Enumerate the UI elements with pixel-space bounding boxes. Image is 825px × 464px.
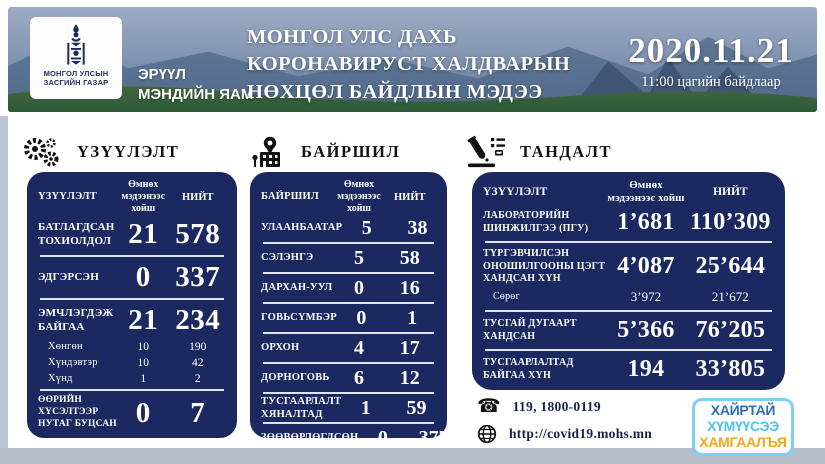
table-row	[38, 395, 226, 431]
row-total: 42	[192, 356, 204, 369]
divider	[40, 255, 224, 257]
divider	[485, 310, 772, 312]
row-delta: 0	[377, 426, 388, 449]
section-title-surveillance	[465, 134, 612, 170]
row-total: 1	[407, 306, 418, 329]
row-label: Хүндэвтэр	[48, 357, 98, 369]
row-delta: 0	[135, 396, 151, 429]
sub-row	[38, 372, 226, 385]
row-label: ЭМЧЛЭГДЭЖ БАЙГАА	[38, 306, 114, 333]
table-row	[261, 305, 436, 331]
table-row	[38, 261, 226, 294]
divider	[263, 332, 434, 334]
ministry-line2: МЭНДИЙН ЯАМ	[138, 86, 254, 104]
row-total: 2	[194, 372, 201, 385]
row-delta: 194	[627, 356, 665, 382]
table-row	[261, 215, 436, 241]
row-total: 190	[189, 340, 207, 353]
row-label: Хүнд	[48, 373, 73, 385]
row-delta: 0	[356, 306, 367, 329]
row-label: ЗӨӨВӨРЛӨГДСӨН	[261, 432, 359, 444]
table-row	[483, 317, 774, 344]
row-delta: 5	[361, 216, 372, 239]
row-label: ДАРХАН-УУЛ	[261, 282, 333, 294]
row-total: 578	[175, 218, 221, 250]
row-label: Сөрөг	[493, 291, 520, 303]
divider	[40, 298, 224, 300]
col-header-delta: Өмнөх мэдээнээс хойш	[121, 179, 166, 214]
campaign-badge	[692, 398, 794, 456]
divider	[263, 302, 434, 304]
report-date: 2020.11.21	[628, 31, 794, 70]
table-row	[483, 209, 774, 236]
row-delta: 1	[360, 396, 371, 419]
government-logo	[30, 17, 122, 99]
logo-caption-line2: ЗАСГИЙН ГАЗАР	[43, 78, 109, 88]
row-total: 17	[399, 336, 420, 359]
ministry-line1: ЭРҮҮЛ	[138, 66, 186, 83]
row-total: 337	[175, 261, 221, 293]
page-title-line3: НӨХЦӨЛ БАЙДЛЫН МЭДЭЭ	[247, 80, 543, 103]
left-accent-strip	[0, 116, 8, 448]
table-header	[261, 179, 436, 215]
web-contact	[477, 424, 652, 444]
badge-line1: ХАЙРТАЙ	[710, 402, 776, 419]
col-header-label: ҮЗҮҮЛЭЛТ	[483, 186, 548, 198]
logo-caption-line1: МОНГОЛ УЛСЫН	[43, 69, 109, 78]
table-row	[261, 395, 436, 421]
map-pin-building-icon	[248, 135, 288, 169]
globe-icon	[477, 424, 497, 444]
row-total: 110’309	[689, 209, 771, 236]
row-total: 59	[406, 396, 427, 419]
row-delta: 5’366	[617, 317, 675, 344]
row-label: ТУСГААРЛАЛТ ХЯНАЛТАД	[261, 395, 342, 420]
row-delta: 1	[140, 372, 147, 385]
row-label: УЛААНБААТАР	[261, 222, 343, 234]
row-total: 377	[418, 426, 449, 449]
table-row	[261, 245, 436, 271]
section-title-surveillance-label: ТАНДАЛТ	[520, 142, 613, 161]
row-label: ОРХОН	[261, 342, 300, 354]
row-delta: 4	[354, 336, 364, 359]
sub-row	[38, 356, 226, 369]
row-total: 234	[175, 304, 221, 336]
row-delta: 0	[135, 261, 151, 293]
table-row	[38, 218, 226, 251]
row-total: 21’672	[711, 289, 749, 305]
table-header	[38, 179, 226, 215]
table-row	[483, 248, 774, 286]
divider	[485, 349, 772, 351]
report-date-block	[606, 32, 816, 91]
divider	[263, 422, 434, 424]
row-delta: 6	[354, 366, 364, 389]
lab-test-icon	[465, 135, 507, 169]
page-title-line1: МОНГОЛ УЛС ДАХЬ	[247, 26, 457, 48]
divider	[40, 389, 224, 391]
badge-line3: ХАМГААЛЪЯ	[699, 433, 787, 450]
row-total: 76’205	[695, 317, 766, 344]
badge-line2: ХҮМҮҮСЭЭ	[707, 418, 779, 435]
header-banner	[8, 7, 817, 112]
col-header-total: НИЙТ	[182, 191, 214, 203]
col-header-total: НИЙТ	[393, 191, 426, 203]
logo-caption	[44, 69, 109, 88]
row-total: 16	[399, 276, 420, 299]
section-title-indicators	[20, 134, 179, 170]
table-row	[261, 365, 436, 391]
table-row	[261, 335, 436, 361]
table-header	[483, 179, 774, 205]
row-total: 7	[190, 396, 206, 429]
section-title-locations	[248, 134, 400, 170]
row-total: 33’805	[695, 356, 766, 382]
col-header-label: БАЙРШИЛ	[261, 191, 319, 203]
table-row	[261, 275, 436, 301]
divider	[263, 392, 434, 394]
row-label: ГОВЬСҮМБЭР	[261, 312, 337, 324]
section-title-indicators-label: ҮЗҮҮЛЭЛТ	[77, 142, 180, 161]
row-delta: 21	[128, 304, 159, 336]
row-delta: 1’681	[617, 209, 675, 236]
ministry-name	[138, 65, 253, 106]
row-label: ТҮРГЭВЧИЛСЭН ОНОШИЛГООНЫ ЦЭГТ ХАНДСАН ХҮН	[483, 248, 606, 285]
section-title-locations-label: БАЙРШИЛ	[301, 142, 401, 161]
locations-panel	[250, 172, 449, 449]
page-title-line2: КОРОНАВИРУСТ ХАЛДВАРЫН	[247, 53, 571, 76]
row-total: 25’644	[695, 253, 766, 280]
row-delta: 10	[137, 356, 150, 369]
indicators-panel	[27, 172, 237, 438]
row-delta: 3’972	[630, 289, 662, 305]
divider	[263, 362, 434, 364]
row-label: ЭДГЭРСЭН	[38, 270, 99, 283]
row-label: ДОРНОГОВЬ	[261, 372, 330, 384]
report-time-note: 11:00 цагийн байдлаар	[641, 73, 781, 90]
divider	[485, 241, 772, 243]
row-total: 58	[399, 246, 420, 269]
row-label: ӨӨРИЙН ХҮСЭЛТЭЭР НУТАГ БУЦСАН	[38, 395, 117, 430]
virus-gear-icon	[20, 136, 64, 168]
row-label: БАТЛАГДСАН ТОХИОЛДОЛ	[38, 220, 115, 247]
row-delta: 5	[354, 246, 364, 269]
row-total: 12	[399, 366, 420, 389]
row-delta: 21	[128, 218, 159, 250]
col-header-delta: Өмнөх мэдээнээс хойш	[607, 179, 685, 205]
sub-row	[483, 289, 774, 305]
divider	[263, 272, 434, 274]
sub-row	[38, 340, 226, 353]
col-header-total: НИЙТ	[713, 186, 748, 199]
phone-icon: ☎	[477, 395, 501, 417]
row-total: 38	[407, 216, 428, 239]
divider	[263, 242, 434, 244]
website-url: http://covid19.mohs.mn	[509, 426, 653, 441]
soyombo-icon	[63, 22, 89, 66]
surveillance-panel	[472, 172, 785, 390]
row-label: ТУСГААРЛАЛТАД БАЙГАА ХҮН	[483, 357, 574, 381]
phone-number: 119, 1800-0119	[512, 398, 601, 414]
row-label: ТУСГАЙ ДУГААРТ ХАНДСАН	[483, 318, 577, 342]
phone-contact	[477, 397, 601, 416]
row-delta: 0	[354, 276, 364, 299]
row-label: СЭЛЭНГЭ	[261, 252, 314, 264]
row-delta: 10	[137, 340, 150, 353]
page-title	[247, 24, 570, 106]
table-row	[483, 356, 774, 383]
col-header-delta: Өмнөх мэдээнээс хойш	[337, 179, 381, 214]
table-row	[261, 425, 449, 451]
row-delta: 4’087	[617, 253, 675, 280]
row-label: Хөнгөн	[48, 341, 83, 352]
row-label: ЛАБОРАТОРИЙН ШИНЖИЛГЭЭ (ПГУ)	[483, 210, 589, 234]
table-row	[38, 304, 226, 337]
col-header-label: ҮЗҮҮЛЭЛТ	[38, 191, 98, 203]
